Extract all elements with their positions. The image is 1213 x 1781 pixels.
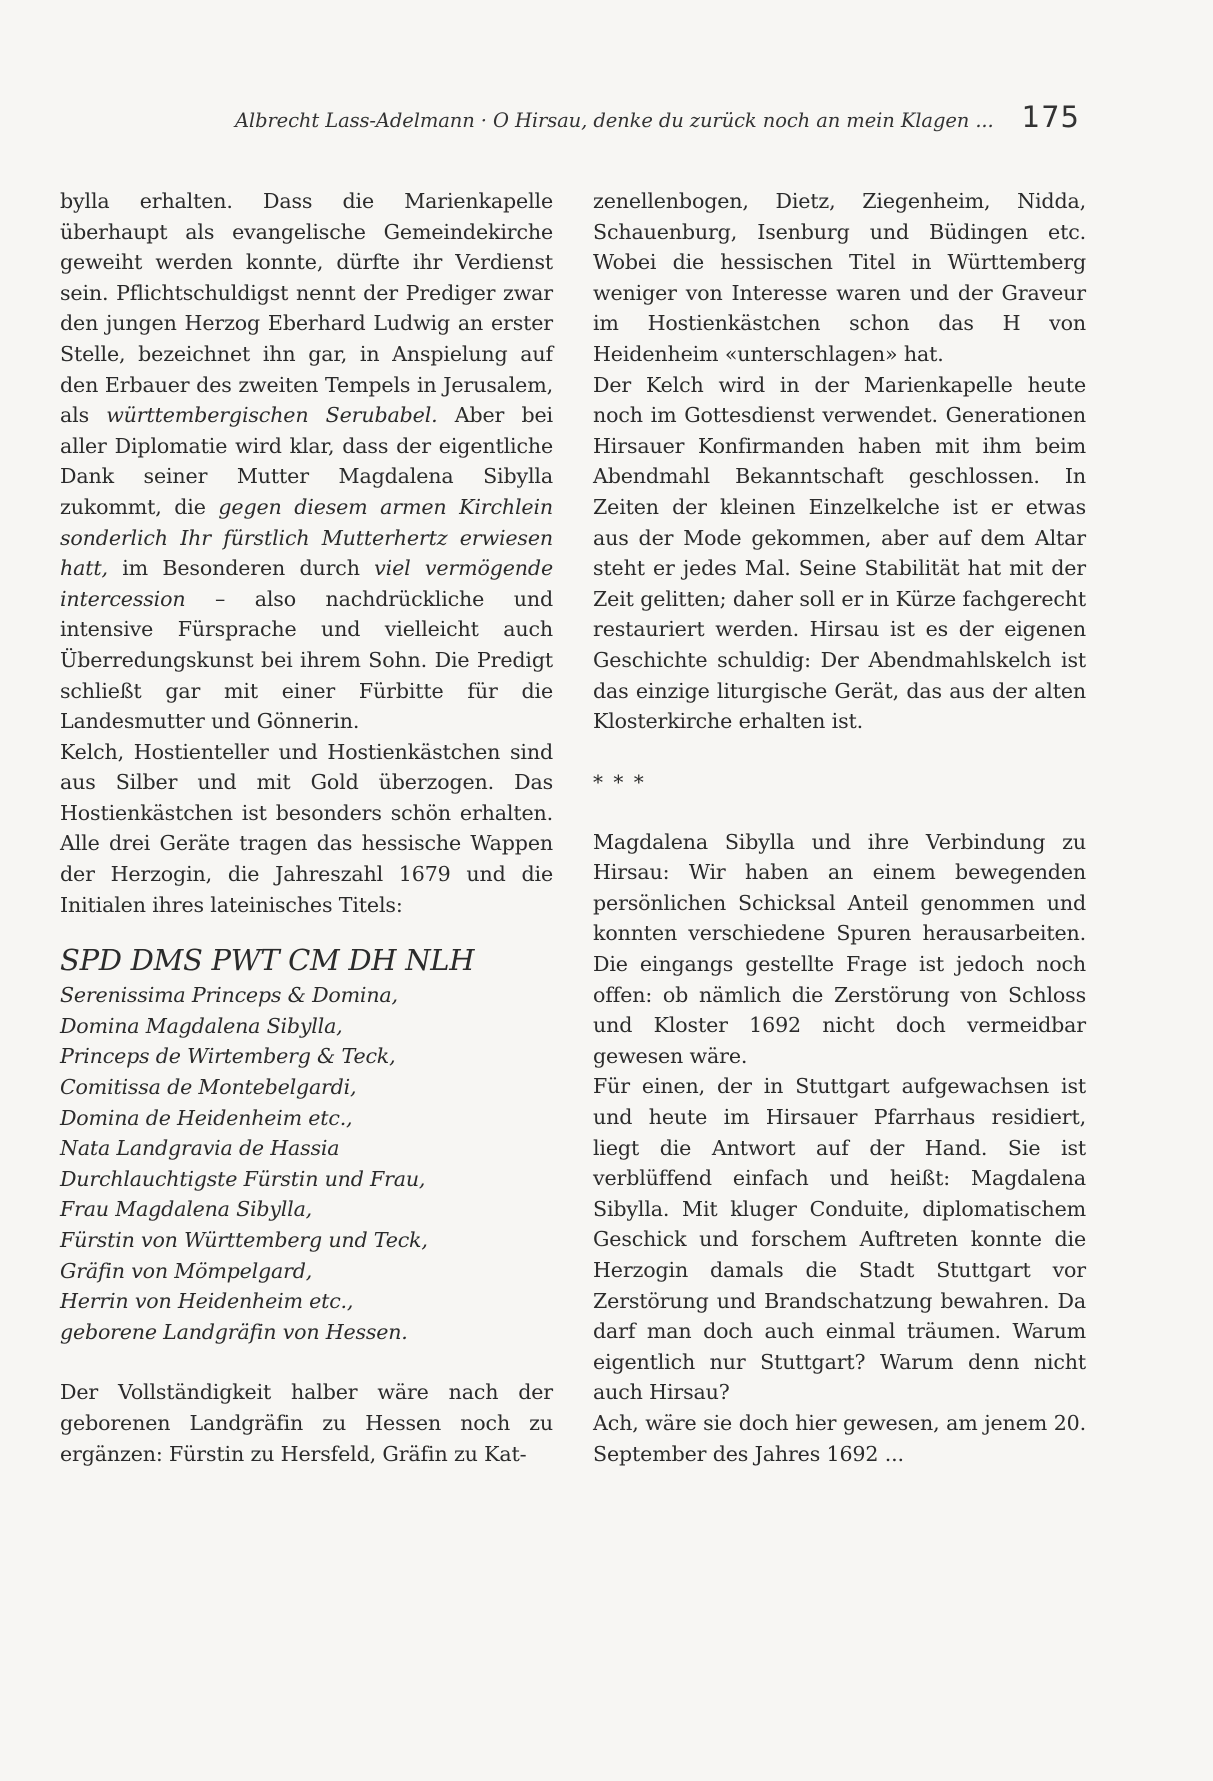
paragraph-right-4: Für einen, der in Stuttgart aufgewachsen ist und heute im Hirsauer Pfarrhaus residiert, liegt die Antwort auf der Hand. Sie ist verblüffend einfach und heißt: Magdalena Sibylla. Mit kluger Conduite, diplomatischem Geschick und forschem Auftreten konnte die Herzogin damals die Stadt Stuttgart vor Zerstörung und Brandschatzung bewahren. Da darf man doch auch einmal träumen. Warum eigentlich nur Stuttgart? Warum denn nicht auch Hirsau?	[593, 1074, 1086, 1405]
title-line: Comitissa de Montebelgardi,	[60, 1075, 357, 1100]
paragraph-left-1	[60, 186, 553, 737]
title-line: Domina de Heidenheim etc.,	[60, 1105, 353, 1130]
italic-quote: gegen diesem armen Kirchlein sonderlich Ihr fürstlich Mutterhertz erwiesen hatt,	[60, 494, 553, 581]
title-abbreviation: SPD DMS PWT CM DH NLH	[60, 943, 475, 978]
page-number: 175	[1021, 100, 1080, 134]
title-line: Princeps de Wirtemberg & Teck,	[60, 1044, 396, 1069]
italic-quote: viel vermögende intercession	[60, 556, 553, 611]
paragraph-left-3: Der Vollständigkeit halber wäre nach der geborenen Landgräfin zu Hessen noch zu ergänzen: Fürstin zu Hersfeld, Gräfin zu Kat-	[60, 1380, 553, 1466]
title-line: Fürstin von Württemberg und Teck,	[60, 1228, 428, 1252]
title-line: geborene Landgräfin von Hessen.	[60, 1319, 408, 1344]
title-line: Domina Magdalena Sibylla,	[60, 1013, 343, 1038]
title-line: Frau Magdalena Sibylla,	[60, 1197, 312, 1222]
section-separator: * * *	[593, 769, 646, 794]
right-column	[593, 186, 1086, 1469]
paragraph-right-2: Der Kelch wird in der Marienkapelle heute noch im Gottesdienst verwendet. Generationen Hirsauer Konfirmanden haben mit ihm beim Abendmahl Bekanntschaft geschlossen. In Zeiten der kleinen Einzelkelche ist er etwas aus der Mode gekommen, aber auf dem Altar steht er jedes Mal. Seine Stabilität hat mit der Zeit gelitten; daher soll er in Kürze fachgerecht restauriert werden. Hirsau ist es der eigenen Geschichte schuldig: Der Abendmahlskelch ist das einzige liturgische Gerät, das aus der alten Klosterkirche erhalten ist.	[593, 372, 1086, 734]
paragraph-right-1: zenellenbogen, Dietz, Ziegenheim, Nidda, Schauenburg, Isenburg und Büdingen etc. Wobei die hessischen Titel in Württemberg weniger von Interesse waren und der Graveur im Hostienkästchen schon das H von Heidenheim «unterschlagen» hat.	[593, 189, 1086, 366]
running-header	[220, 100, 1080, 140]
title-line: Nata Landgravia de Hassia	[60, 1136, 340, 1161]
left-column	[60, 186, 553, 1469]
title-list	[60, 980, 553, 1347]
spacer	[60, 1347, 553, 1377]
paragraph-right-3: Magdalena Sibylla und ihre Verbindung zu Hirsau: Wir haben an einem bewegenden persönlichen Schicksal Anteil genommen und konnten verschiedene Spuren herausarbeiten. Die eingangs gestellte Frage ist jedoch noch offen: ob nämlich die Zerstörung von Schloss und Kloster 1692 nicht doch vermeidbar gewesen wäre.	[593, 829, 1086, 1068]
paragraph-left-2: Kelch, Hostienteller und Hostienkästchen sind aus Silber und mit Gold überzogen. Das Hostienkästchen ist besonders schön erhalten. Alle drei Geräte tragen das hessische Wappen der Herzogin, die Jahreszahl 1679 und die Initialen ihres lateinisches Titels:	[60, 739, 553, 917]
text-run: bylla erhalten. Dass die Marienkapelle überhaupt als evangelische Gemeindekirche geweiht werden konnte, dürfte ihr Verdienst sein. Pflichtschuldigst nennt der Prediger zwar den jungen Herzog Eberhard Ludwig an erster Stelle, bezeichnet ihn gar, in Anspielung auf den Erbauer des zweiten Tempels in Jerusalem, als	[60, 189, 553, 428]
paragraph-right-5: Ach, wäre sie doch hier gewesen, am jenem 20. September des Jahres 1692 ...	[593, 1410, 1086, 1466]
italic-quote: württembergischen Serubabel.	[106, 403, 438, 428]
title-line: Gräfin von Mömpelgard,	[60, 1258, 313, 1283]
text-run: im Besonderen durch	[107, 556, 375, 581]
title-line: Serenissima Princeps & Domina,	[60, 983, 398, 1008]
text-run: – also nachdrückliche und intensive Fürsprache und vielleicht auch Überredungskunst bei ihrem Sohn. Die Predigt schließt gar mit einer Fürbitte für die Landesmutter und Gönnerin.	[60, 586, 553, 734]
title-line: Durchlauchtigste Fürstin und Frau,	[60, 1166, 426, 1191]
running-title: Albrecht Lass-Adelmann · O Hirsau, denke du zurück noch an mein Klagen ...	[234, 109, 994, 132]
title-line: Herrin von Heidenheim etc.,	[60, 1289, 354, 1314]
text-run: Aber bei aller Diplomatie wird klar, dass der eigentliche Dank seiner Mutter Magdalena Sibylla zukommt, die	[60, 403, 553, 519]
